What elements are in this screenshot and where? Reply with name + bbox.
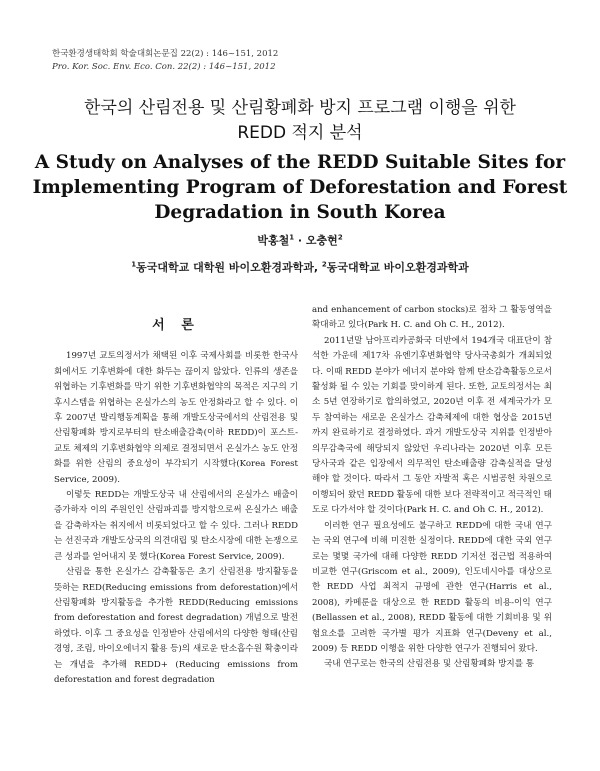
- journal-header: [52, 48, 278, 74]
- affil-1: 동국대학교 대학원 바이오환경과학과,: [136, 261, 319, 274]
- authors: [0, 232, 600, 248]
- paper-title-english: [0, 150, 600, 225]
- left-column: [54, 318, 298, 688]
- author-1-sup: 1: [289, 233, 295, 242]
- paragraph: 국내 연구로는 한국의 산림전용 및 산림황폐화 방지를 통: [324, 659, 535, 670]
- author-2-sup: 2: [337, 233, 343, 242]
- title-en-line2: Implementing Program of Deforestation and Forest: [32, 177, 568, 198]
- journal-header-en: Pro. Kor. Soc. Env. Eco. Con. 22(2) : 146~151, 2012: [52, 62, 276, 72]
- affil-2: 동국대학교 바이오환경과학과: [326, 261, 469, 274]
- section-title: 서 론: [152, 318, 200, 333]
- title-ko-line2: REDD 적지 분석: [237, 123, 363, 143]
- title-en-line1: A Study on Analyses of the REDD Suitable Sites for: [34, 152, 566, 173]
- paragraph: 1997년 교토의정서가 채택된 이후 국제사회를 비롯한 한국사회에서도 기후변화에 대한 화두는 끊이지 않았다. 인류의 생존을 위협하는 기후변화를 막기 위한 기후변화협약의 목적은 지구의 기후시스템을 위협하는 온실가스의 농도 안정화라고 할 수 있다. 이후 2007년 발리행동계획을 통해 개발도상국에서의 산림전용 및 산림황폐화 방지로부터의 탄소배출감축(이하 REDD)이 포스트-교토 체제의 기후변화협약 의제로 결정되면서 온실가스 농도 안정화를 위한 산림의 중요성이 부각되기 시작했다(Korea Forest Service, 2009).: [54, 351, 298, 485]
- paper-title-korean: [0, 96, 600, 146]
- paragraph: 이렇듯 REDD는 개발도상국 내 산림에서의 온실가스 배출이 증가하자 이의 주원인인 산림파괴를 방지함으로써 온실가스 배출을 감축하자는 취지에서 비롯되었다고 할 수 있다. 그러나 REDD는 선진국과 개발도상국의 의견대립 및 탄소시장에 대한 논쟁으로 큰 성과를 얻어내지 못 했다(Korea Forest Service, 2009).: [54, 490, 298, 562]
- paragraph: 2011년말 남아프리카공화국 더반에서 194개국 대표단이 참석한 가운데 제17차 유엔기후변화협약 당사국총회가 개최되었다. 이때 REDD 분야가 에너지 분야와 함께 탄소감축활동으로서 활성화 될 수 있는 기회를 맞이하게 된다. 또한, 교토의정서는 최소 5년 연장하기로 합의하였고, 2020년 이후 전 세계국가가 모두 참여하는 새로운 온실가스 감축체제에 대한 협상을 2015년까지 완료하기로 결정하였다. 과거 개발도상국 지위를 인정받아 의무감축국에 해당되지 않았던 우리나라는 2020년 이후 모든 당사국과 같은 입장에서 의무적인 탄소배출량 감축실적을 달성해야 할 것이다. 따라서 그 동안 자발적 혹은 시범공헌 차원으로 이행되어 왔던 REDD 활동에 대한 보다 전략적이고 적극적인 태도로 다가서야 할 것이다(Park H. C. and Oh C. H., 2012).: [312, 335, 552, 516]
- paragraph: 이러한 연구 필요성에도 불구하고 REDD에 대한 국내 연구는 국외 연구에 비해 미진한 실정이다. REDD에 대한 국외 연구로는 몇몇 국가에 대해 다양한 REDD 기저선 접근법 적용하여 비교한 연구(Griscom et al., 2009), 인도네시아를 대상으로 한 REDD 사업 최적지 규명에 관한 연구(Harris et al., 2008), 카메룬을 대상으로 한 REDD 활동의 비용-이익 연구(Bellassen et al., 2008), REDD 활동에 대한 기회비용 및 위험요소를 고려한 국가별 평가 지표화 연구(Deveny et al., 2009) 등 REDD 이행을 위한 다양한 연구가 진행되어 왔다.: [312, 520, 552, 654]
- affil-2-sup: 2: [321, 260, 327, 269]
- author-2: 오충현: [305, 234, 338, 247]
- paragraph: 산림을 통한 온실가스 감축활동은 초기 산림전용 방지활동을 뜻하는 RED(Reducing emissions from deforestation)에서 산림황폐화 방지활동을 추가한 REDD(Reducing emissions from deforestation and forest degradation) 개념으로 발전하였다. 이후 그 중요성을 인정받아 산림에서의 다양한 형태(산림경영, 조림, 바이오에너지 활용 등)의 새로운 탄소흡수원 확충이라는 개념을 추가해 REDD+ (Reducing emissions from deforestation and forest degradation: [54, 567, 298, 685]
- journal-header-ko: 한국환경생태학회 학술대회논문집 22(2) : 146~151, 2012: [52, 49, 279, 59]
- title-en-line3: Degradation in South Korea: [154, 202, 446, 223]
- affil-1-sup: 1: [131, 260, 137, 269]
- author-1: 박홍철: [257, 234, 290, 247]
- affiliations: [0, 259, 600, 275]
- title-ko-line1: 한국의 산림전용 및 산림황폐화 방지 프로그램 이행을 위한: [84, 98, 516, 118]
- author-sep: ·: [294, 234, 306, 247]
- right-column: [312, 303, 552, 673]
- paragraph: and enhancement of carbon stocks)로 점차 그 활동영역을 확대하고 있다(Park H. C. and Oh C. H., 2012).: [312, 305, 552, 331]
